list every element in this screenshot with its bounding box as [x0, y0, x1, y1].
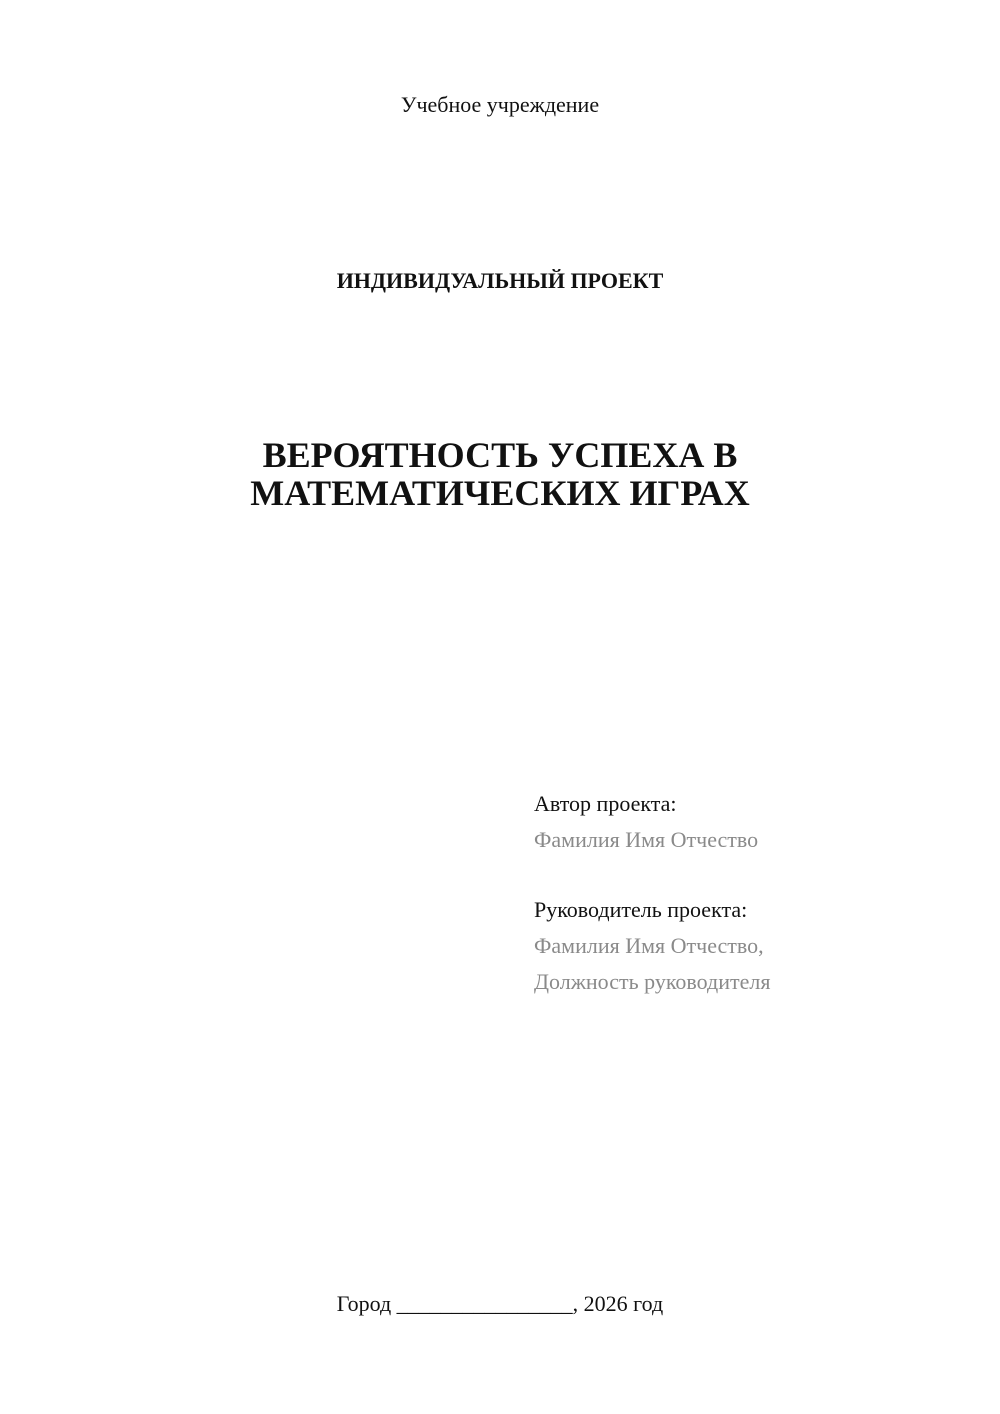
author-label: Автор проекта: — [534, 791, 677, 816]
project-title-line-1: ВЕРОЯТНОСТЬ УСПЕХА В — [262, 435, 738, 475]
supervisor-block — [534, 892, 974, 1000]
institution-name: Учебное учреждение — [400, 92, 600, 117]
author-block — [534, 786, 974, 858]
project-title — [0, 436, 1000, 512]
project-title-line-2: МАТЕМАТИЧЕСКИХ ИГРАХ — [250, 473, 750, 513]
project-type-heading: ИНДИВИДУАЛЬНЫЙ ПРОЕКТ — [336, 268, 664, 293]
supervisor-position: Должность руководителя — [534, 969, 771, 994]
supervisor-label: Руководитель проекта: — [534, 897, 748, 922]
author-name: Фамилия Имя Отчество — [534, 827, 759, 852]
supervisor-name: Фамилия Имя Отчество, — [534, 933, 764, 958]
city-year-line: Город ________________, 2026 год — [336, 1291, 664, 1316]
